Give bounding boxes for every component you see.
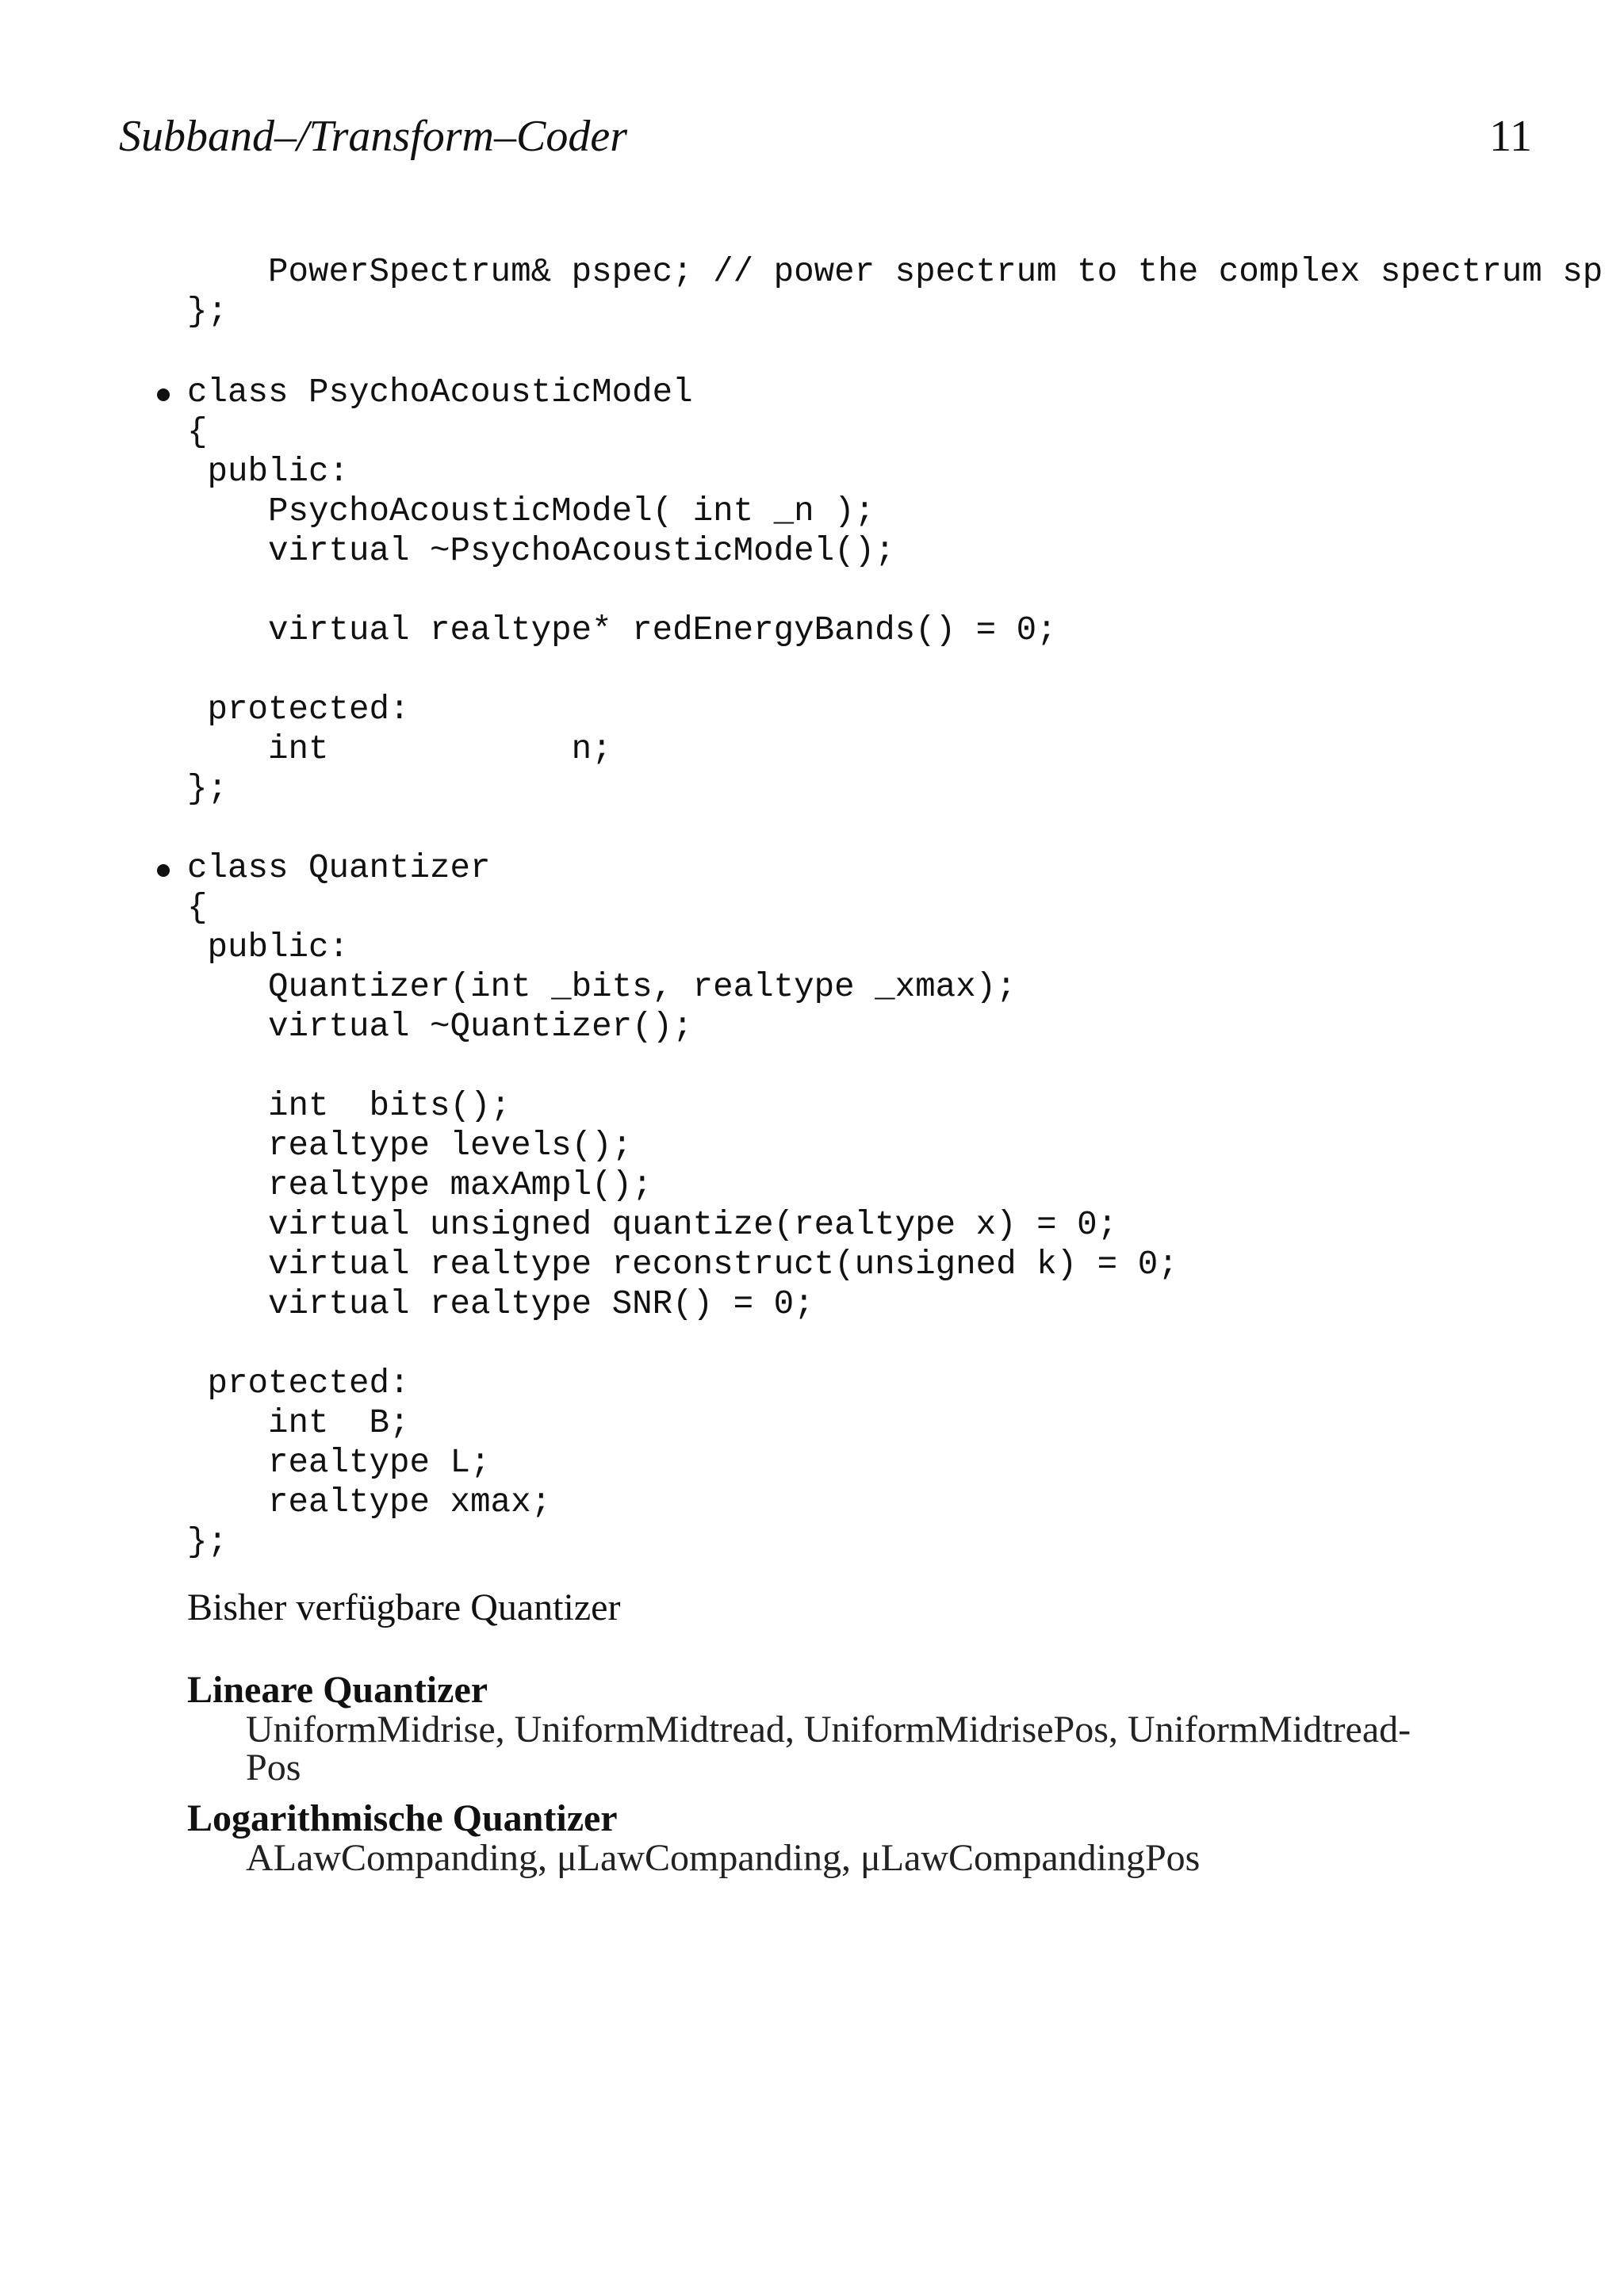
code-line: virtual realtype* redEnergyBands() = 0; bbox=[187, 611, 1057, 649]
code-line: int bits(); bbox=[187, 1087, 511, 1125]
code-line: }; bbox=[187, 1523, 228, 1561]
code-line: public: bbox=[187, 928, 350, 966]
code-line: class Quantizer bbox=[187, 849, 491, 887]
code-line: }; bbox=[187, 770, 228, 808]
code-line: int n; bbox=[187, 730, 612, 768]
code-block-continuation bbox=[187, 252, 1603, 331]
code-line: virtual realtype reconstruct(unsigned k) = 0; bbox=[187, 1246, 1178, 1284]
term-linear-quantizer: Lineare Quantizer bbox=[187, 1669, 488, 1711]
term-log-quantizer: Logarithmische Quantizer bbox=[187, 1797, 618, 1839]
code-line: class PsychoAcousticModel bbox=[187, 373, 693, 411]
code-line: realtype levels(); bbox=[187, 1127, 633, 1165]
code-line: realtype maxAmpl(); bbox=[187, 1166, 653, 1204]
code-line: PowerSpectrum& pspec; // power spectrum to the complex spectrum sp bbox=[187, 253, 1603, 291]
code-line: realtype L; bbox=[187, 1444, 491, 1482]
code-line bbox=[187, 1324, 1178, 1364]
bullet-quantizer bbox=[157, 864, 170, 877]
code-line: Quantizer(int _bits, realtype _xmax); bbox=[187, 968, 1017, 1006]
code-line: virtual unsigned quantize(realtype x) = 0; bbox=[187, 1206, 1118, 1244]
code-line: PsychoAcousticModel( int _n ); bbox=[187, 492, 875, 530]
code-line: public: bbox=[187, 453, 350, 491]
code-line: protected: bbox=[187, 1364, 410, 1402]
available-quantizers-intro: Bisher verfügbare Quantizer bbox=[187, 1586, 621, 1628]
running-header-title: Subband–/Transform–Coder bbox=[119, 112, 627, 161]
code-block-quantizer bbox=[187, 848, 1178, 1562]
code-line: virtual realtype SNR() = 0; bbox=[187, 1285, 814, 1323]
code-line: virtual ~Quantizer(); bbox=[187, 1008, 693, 1046]
desc-linear-quantizer-line1: UniformMidrise, UniformMidtread, UniformMidrisePos, UniformMidtread- bbox=[246, 1709, 1411, 1751]
code-line: int B; bbox=[187, 1404, 410, 1442]
code-line: { bbox=[187, 889, 208, 927]
code-line: realtype xmax; bbox=[187, 1483, 552, 1521]
bullet-psychoacoustic bbox=[157, 388, 170, 401]
page-number: 11 bbox=[1489, 112, 1532, 161]
code-line bbox=[187, 571, 1057, 610]
code-line: virtual ~PsychoAcousticModel(); bbox=[187, 532, 895, 570]
code-line: }; bbox=[187, 293, 228, 331]
code-line bbox=[187, 650, 1057, 690]
desc-linear-quantizer-line2: Pos bbox=[246, 1747, 301, 1789]
desc-log-quantizer: ALawCompanding, μLawCompanding, μLawCompandingPos bbox=[246, 1837, 1201, 1879]
code-line: protected: bbox=[187, 691, 410, 729]
code-line: { bbox=[187, 413, 208, 451]
code-line bbox=[187, 1047, 1178, 1086]
code-block-psychoacoustic-model bbox=[187, 373, 1057, 809]
